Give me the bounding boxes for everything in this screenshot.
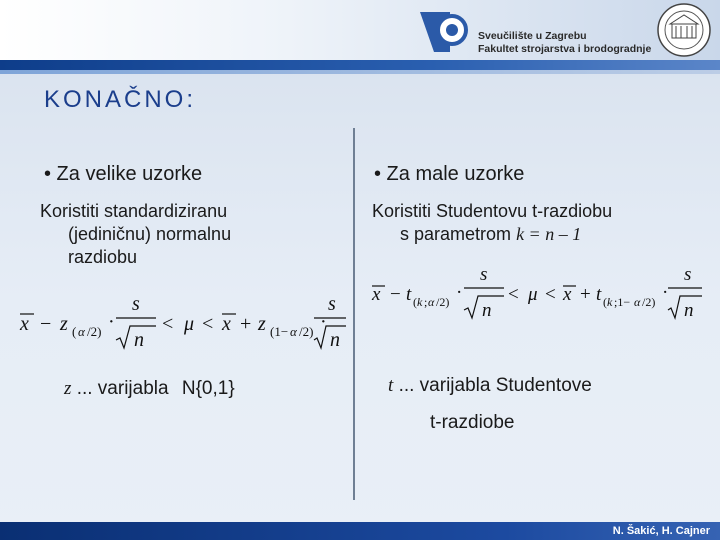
svg-text:;1−: ;1− [614,295,631,309]
svg-text:x: x [372,284,381,305]
svg-text:+: + [580,284,591,305]
institution-line-1: Sveučilište u Zagrebu [478,30,587,42]
svg-text:μ: μ [184,313,195,335]
svg-text:(: ( [72,324,77,339]
footer-authors: N. Šakić, H. Cajner [612,525,710,537]
svg-text:/2): /2) [299,324,314,339]
svg-text:−: − [390,284,401,305]
svg-text:/2): /2) [87,324,102,339]
right-variable-note [388,375,592,397]
right-note-text: ... varijabla Studentove [398,375,592,396]
right-desc-parameter-label: s parametrom [400,224,512,244]
svg-text:<: < [545,284,556,305]
svg-text:s: s [684,266,692,285]
svg-text:k: k [607,295,613,309]
header-stripe [0,60,720,70]
normal-interval-formula [14,292,349,356]
svg-text:α: α [634,295,641,309]
svg-text:n: n [330,329,340,351]
institution-name [478,30,651,56]
column-divider [353,128,355,500]
right-note-line-2: t-razdiobe [430,412,515,433]
svg-text:s: s [480,266,488,285]
faculty-logo-icon [420,10,474,54]
svg-text:α: α [78,324,85,339]
svg-text:−: − [40,313,52,335]
svg-text:α: α [428,295,435,309]
slide-title: KONAČNO: [44,86,197,113]
institution-line-2: Fakultet strojarstva i brodogradnje [478,43,652,55]
left-note-distribution: N{0,1} [181,378,235,399]
right-desc-parameter-formula: k = n – 1 [516,224,582,244]
svg-text:α: α [290,324,297,339]
svg-text:/2): /2) [436,295,450,309]
svg-text:z: z [258,313,266,335]
svg-text:t: t [596,284,602,305]
right-desc-line-1: Koristiti Studentovu t-razdiobu [372,201,613,221]
svg-text:<: < [202,313,214,335]
svg-text:μ: μ [528,284,538,305]
left-note-variable: z [64,378,72,399]
svg-text:/2): /2) [642,295,656,309]
svg-text:s: s [132,293,140,315]
svg-text:n: n [482,300,492,321]
left-note-text: ... varijabla [76,378,169,399]
svg-text:·: · [662,282,669,303]
university-seal-icon [656,2,712,58]
svg-text:n: n [134,329,144,351]
left-desc-line-3: razdiobu [68,247,138,267]
right-note-variable: t [388,375,394,396]
svg-text:z: z [60,313,68,335]
left-bullet: • Za velike uzorke [44,163,203,185]
svg-text:(1−: (1− [270,324,289,339]
svg-text:x: x [20,313,29,335]
svg-text:·: · [320,311,327,333]
svg-text:s: s [328,293,336,315]
svg-text:+: + [240,313,252,335]
svg-text:x: x [222,313,231,335]
svg-text:x: x [563,284,572,305]
svg-text:<: < [508,284,519,305]
svg-text:·: · [108,311,115,333]
svg-text:n: n [684,300,694,321]
left-desc-line-1: Koristiti standardiziranu [40,201,228,221]
svg-text:<: < [162,313,174,335]
left-description [40,200,231,269]
left-desc-line-2: (jediničnu) normalnu [68,224,232,244]
right-description [372,200,612,246]
right-desc-line-2 [372,223,612,246]
svg-text:·: · [456,282,463,303]
svg-text:k: k [417,295,423,309]
svg-text:(: ( [603,295,607,309]
svg-text:t: t [406,284,412,305]
header-stripe-light [0,70,720,74]
right-bullet: • Za male uzorke [374,163,525,185]
svg-text:(: ( [413,295,417,309]
svg-text:;: ; [424,295,428,309]
student-interval-formula [368,266,704,330]
left-variable-note [64,378,235,400]
